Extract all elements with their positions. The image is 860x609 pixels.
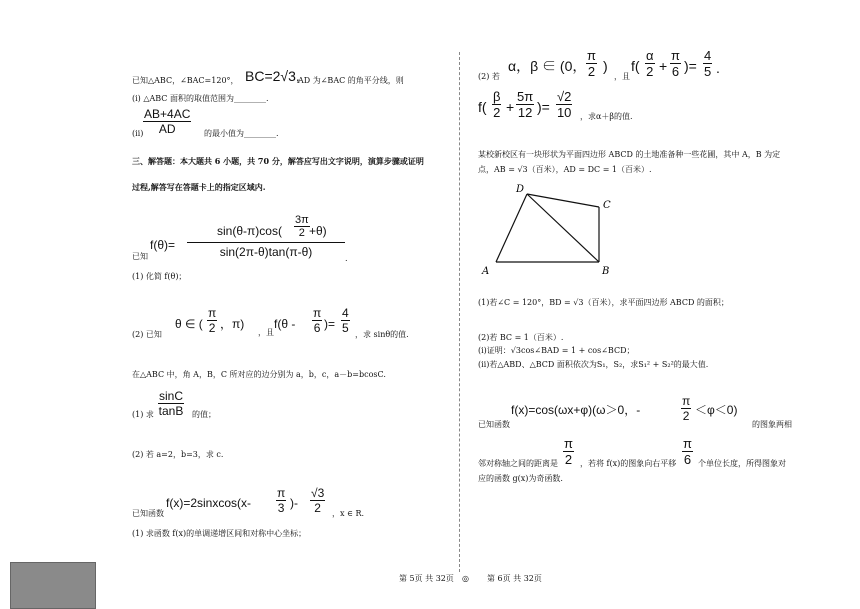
label-b: B (602, 266, 610, 277)
p1-prefix: 已知△ABC，∠BAC=120°， (132, 76, 239, 85)
q5-l2-pi2-d: 2 (564, 452, 573, 467)
q3-tail: ，x ∈ R. (332, 509, 365, 518)
p1-ii-tail: 的最小值为________. (204, 129, 279, 138)
p2-b2 (492, 89, 501, 120)
p1-bc: BC=2√3, (245, 68, 300, 84)
p2-pi2-d: 2 (587, 64, 596, 79)
edge-ad (496, 194, 527, 262)
q1-part1: (1) 化简 f(θ)； (132, 272, 187, 281)
q1-num-frac (294, 214, 310, 239)
p2-plus2: + (506, 99, 515, 115)
diagonal-db (527, 194, 599, 262)
p1-ii-fraction (143, 107, 191, 136)
q1-num-text: sin(θ-π)cos( (217, 224, 282, 238)
q5-l2-pi6 (682, 436, 693, 467)
q1-part2-pi6n: π (313, 306, 322, 320)
q1-denominator: sin(2π-θ)tan(π-θ) (219, 245, 313, 259)
p2-r210 (556, 89, 572, 120)
q1-part2-and: ，且 (258, 328, 274, 337)
q1-num-frac-n: 3π (295, 214, 309, 226)
q1-dot: . (345, 254, 348, 263)
q5-l2-pi6-d: 6 (683, 452, 692, 467)
q5-l2-pi2 (563, 436, 574, 467)
p2-a2 (645, 48, 655, 79)
q1-part2-tail: ，求 sinθ的值. (355, 330, 409, 339)
p2-f: f( (631, 58, 640, 74)
q3-part1: (1) 求函数 f(x)的单调递增区间和对称中心坐标； (132, 529, 307, 538)
footer-left-page: 第 5页 共 32页 (399, 574, 454, 583)
q5-mid: ＜φ＜0) (695, 403, 738, 417)
p2-tail: ，求α＋β的值. (580, 112, 633, 121)
column-divider (459, 52, 460, 572)
p2-label: (2) 若 (478, 72, 500, 81)
p2-pi6 (670, 48, 681, 79)
q1-part2-two: 2 (208, 321, 216, 335)
section-heading-line2: 过程,解答写在答题卡上的指定区域内. (132, 182, 266, 192)
q2-part2: (2) 若 a=2，b=3，求 c. (132, 450, 224, 459)
q1-part2-pi6d: 6 (313, 321, 321, 335)
q3-pi3-d: 3 (277, 501, 285, 515)
q4-part1: (1)若∠C = 120°，BD = √3（百米），求平面四边形 ABCD 的面积； (478, 298, 729, 307)
quadrilateral-figure (478, 180, 628, 280)
q1-part2-comma: ，π) (220, 317, 245, 331)
q1-part2-theta: θ ∈ ( (175, 317, 203, 331)
q2-part1-fraction (158, 389, 184, 418)
p2-45-n: 4 (704, 48, 712, 63)
gray-thumbnail-block (10, 562, 96, 609)
p2-dot: . (716, 60, 720, 76)
q3-f: f(x)=2sinxcos(x- (166, 496, 252, 510)
p2-pi2 (586, 48, 597, 79)
q5-prefix: 已知函数 (478, 420, 510, 429)
q1-part2-pi6 (312, 306, 322, 335)
q1-numerator (187, 214, 345, 243)
q2-part1-num: sinC (159, 389, 184, 403)
p1-suffix: AD 为∠BAC 的角平分线，则 (298, 76, 404, 85)
q4-part2-i: (ⅰ)证明：√3cos∠BAD = 1 + cos∠BCD； (478, 346, 635, 355)
p2-f2: f( (478, 99, 487, 115)
q1-part2-pi: π (208, 306, 217, 320)
q1-num-frac-d: 2 (298, 227, 305, 239)
q5-line2c: 个单位长度，所得图象对 (698, 459, 786, 468)
q4-part2-ii: (ⅱ)若△ABD、△BCD 面积依次为S₁，S₂，求S₁² + S₂²的最大值. (478, 360, 709, 369)
q1-f: f(θ)= (150, 238, 176, 252)
q1-prefix: 已知 (132, 252, 148, 261)
q1-part2-45d: 5 (342, 321, 349, 335)
q5-tail: 的图象两相 (752, 420, 792, 429)
q5-l2-pi6-n: π (683, 436, 692, 451)
p2-b2-n: β (493, 89, 501, 104)
q5-line3: 应的函数 g(x)为奇函数. (478, 474, 563, 483)
p2-pi2-n: π (587, 48, 596, 63)
p2-pi6-n: π (671, 48, 680, 63)
footer-right-page: 第 6页 共 32页 (487, 574, 542, 583)
q3-r32 (310, 486, 325, 515)
p2-5pi12-d: 12 (517, 105, 533, 120)
q5-l2-pi2-n: π (564, 436, 573, 451)
p2-45 (703, 48, 712, 79)
p2-alpha-beta: α，β ∈ (0， (508, 58, 587, 74)
q3-mid: )- (290, 496, 298, 510)
p2-plus: + (659, 58, 668, 74)
q5-line2b: ，若将 f(x)的图象向右平移 (580, 459, 677, 468)
q1-part2-f: f(θ - (274, 317, 296, 331)
p2-a2-d: 2 (646, 64, 654, 79)
p2-r210-d: 10 (556, 105, 572, 120)
q5-line2a: 邻对称轴之间的距离是 (478, 459, 558, 468)
p1-i: (ⅰ) △ABC 面积的取值范围为________. (132, 94, 269, 103)
q4-intro-line1: 某校新校区有一块形状为平面四边形 ABCD 的土地准备种一些花圃，其中 A，B 为定 (478, 150, 781, 159)
q2-part1-prefix: (1) 求 (132, 410, 154, 419)
q1-main-fraction (187, 214, 345, 259)
p2-eq: )= (684, 58, 697, 74)
q3-pi3-n: π (277, 486, 286, 500)
q1-part2-eq: )= (324, 317, 336, 331)
p1-ii-num: AB+4AC (144, 107, 191, 121)
section-heading-line1: 三、解答题：本大题共 6 小题，共 70 分，解答应写出文字说明，演算步骤或证明 (132, 156, 424, 166)
p2-and: ，且 (614, 72, 630, 81)
q4-part2: (2)若 BC = 1（百米）. (478, 333, 564, 342)
q2-part1-den: tanB (158, 404, 184, 418)
q2-intro: 在△ABC 中，角 A，B，C 所对应的边分别为 a，b，c，a－b=bcosC. (132, 370, 386, 379)
q1-part2-45n: 4 (342, 306, 349, 320)
p2-45-d: 5 (704, 64, 712, 79)
label-c: C (603, 200, 611, 211)
footer-symbol: ◎ (462, 574, 469, 583)
p2-pi6-d: 6 (671, 64, 680, 79)
q1-part2-45 (341, 306, 350, 335)
p2-eq2: )= (537, 99, 550, 115)
q2-part1-tail: 的值； (192, 410, 216, 419)
q5-pi2-n: π (682, 394, 691, 408)
q3-pi3 (276, 486, 286, 515)
p1-ii-label: (ⅱ) (132, 129, 144, 138)
label-d: D (516, 184, 525, 195)
p2-b2-d: 2 (493, 105, 501, 120)
p1-ii-den: AD (158, 122, 176, 136)
p2-a2-n: α (646, 48, 654, 63)
q5-f: f(x)=cos(ωx+φ)(ω＞0，- (511, 403, 641, 417)
q1-part2-prefix: (2) 已知 (132, 330, 162, 339)
q4-intro-line2: 点，AB = √3（百米），AD = DC = 1（百米）. (478, 165, 652, 174)
p2-close: ) (603, 58, 608, 74)
p2-5pi12-n: 5π (517, 89, 534, 104)
p2-5pi12 (516, 89, 534, 120)
q5-pi2-d: 2 (682, 409, 690, 423)
q1-num-tail: +θ) (309, 224, 327, 238)
label-a: A (482, 266, 490, 277)
edge-dc (527, 194, 599, 207)
q5-pi2 (681, 394, 691, 423)
q3-r32-d: 2 (314, 501, 321, 515)
q3-r32-n: √3 (311, 486, 325, 500)
q1-part2-pi2 (207, 306, 217, 335)
q3-prefix: 已知函数 (132, 509, 164, 518)
p2-r210-n: √2 (557, 89, 572, 104)
